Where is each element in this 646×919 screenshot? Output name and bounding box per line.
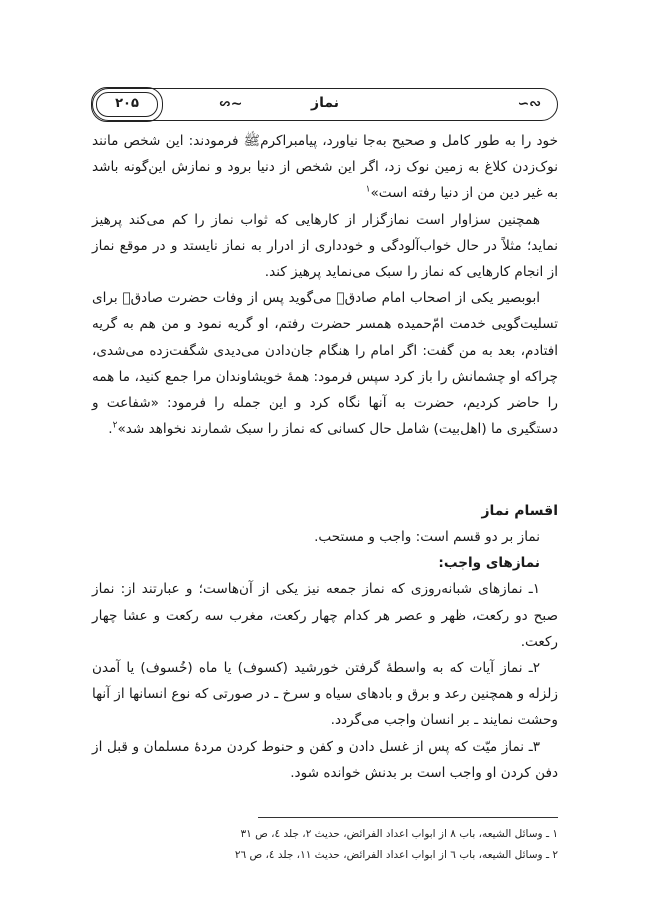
footnote-ref-1: ۱ (365, 184, 371, 195)
footnote-1: ۱ ـ وسائل الشیعه، باب ۸ از ابواب اعداد الفرائض، حدیث ۲، جلد ٤، ص ۳۱ (240, 828, 558, 840)
paragraph-2: همچنین سزاوار است نمازگزار از کارهایی که ثواب نماز را کم می‌کند پرهیز نماید؛ مثلاً در حال خواب‌آلودگی و خودداری از ادرار به نماز نایستد و در موقع نماز از انجام کارهایی که نماز را سبک می‌نماید پرهیز کند. (92, 211, 558, 281)
subheading: نمازهای واجب: (438, 555, 540, 572)
section-intro: نماز بر دو قسم است: واجب و مستحب. (314, 529, 540, 545)
page-number: ۲۰۵ (96, 92, 158, 117)
section-heading: اقسام نماز (481, 503, 558, 519)
footnote-2: ۲ ـ وسائل الشیعه، باب ٦ از ابواب اعداد الفرائض، حدیث ۱۱، جلد ٤، ص ۲٦ (234, 849, 558, 861)
footnotes (92, 824, 558, 866)
paragraph-3: ابوبصیر یکی از اصحاب امام صادقؑ می‌گوید پس از وفات حضرت صادقؑ برای تسلیت‌گویی خدمت امّ‌حمیده همسر حضرت رفتم، او گریه نمود و من هم به گریه افتادم، بعد به من گفت: اگر امام را هنگام جان‌دادن می‌دیدی شگفت‌زده می‌شدی، چراکه او چشمانش را باز کرد سپس فرمود: همهٔ خویشاوندان مرا جمع کنید، ما همه را حاضر کردیم، حضرت به آنها نگاه کرد و این جمله را فرمود: «شفاعت و دستگیری ما (اهل‌بیت) شامل حال کسانی که نماز را سبک شمارند نخواهد شد»$^۲$. (92, 290, 558, 438)
list-item: ۲ـ نماز آیات که به واسطهٔ گرفتن خورشید (کسوف) یا ماه (خُسوف) یا آمدن زلزله و همچنین رعد و برق و بادهای سیاه و سرخ ـ در صورتی که نوع انسانها از آنها وحشت نمایند ـ بر انسان واجب می‌گردد. (92, 660, 558, 729)
body-text-top (92, 128, 558, 442)
list-item: ۳ـ نماز میّت که پس از غسل دادن و کفن و حنوط کردن مردهٔ مسلمان و قبل از دفن کردن او واجب است بر بدنش خوانده شود. (92, 738, 558, 781)
footnote-ref-2: ۲ (112, 420, 118, 431)
chapter-title: نماز (311, 95, 339, 111)
list-item: ۱ـ نمازهای شبانه‌روزی که نماز جمعه نیز یکی از آن‌هاست؛ و عبارتند از: نماز صبح دو رکعت، ظهر و عصر هر کدام چهار رکعت، مغرب سه رکعت و عشا چهار رکعت. (92, 581, 558, 650)
paragraph-1: خود را به طور کامل و صحیح به‌جا نیاورد، پیامبراکرمﷺ فرمودند: این شخص مانند نوک‌زدن کلاغ به زمین نوک زد، اگر این شخص از دنیا برود و نمازش این‌گونه باشد به غیر دین من از دنیا رفته است»$^۱$ (92, 133, 558, 202)
body-text-bottom (92, 524, 558, 786)
ornament-left: ∽∾ (219, 96, 243, 112)
ornament-right: ∽∾ (517, 96, 541, 112)
footnote-divider (258, 817, 558, 818)
